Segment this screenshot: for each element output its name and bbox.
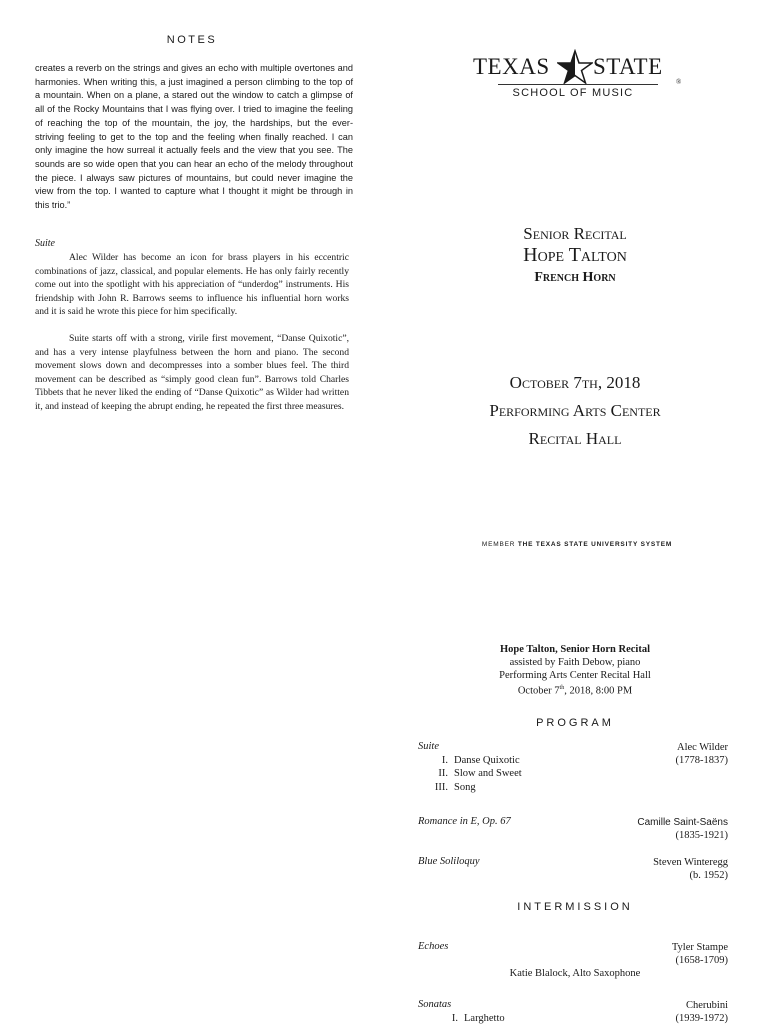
program-info-title: Hope Talton, Senior Horn Recital	[499, 644, 651, 655]
movement-name: Danse Quixotic	[454, 755, 520, 766]
movement-number: I.	[451, 1013, 458, 1024]
suite-paragraph-1: Alec Wilder has become an icon for brass players in his eccentric combinations of jazz, classical, and popular elements. He has only fairly recently come out into the spotlight with his appreciation of “underdog” instruments. His friendship with John R. Barrows seems to influence his influential horn works and it is said he wrote this piece for him specifically.	[35, 252, 349, 317]
logo-state: STATE	[593, 54, 663, 79]
movement	[430, 781, 476, 794]
work-composer	[672, 941, 728, 967]
movement	[430, 754, 520, 767]
work-composer	[653, 856, 728, 882]
composer-name: Cherubini	[686, 1000, 728, 1011]
suite-paragraph-2: Suite starts off with a strong, virile first movement, “Danse Quixotic”, and has a very intense playfulness between the horn and piano. The second movement slows down and decompresses into a somber blues feel. The third movement can be described as “simply good clean fun”. Barrows told Charles Tibbets that he never liked the ending of “Danse Quixotic” as Wilder had written it, and instead of keeping the abrupt ending, he repeated the first three measures.	[35, 333, 349, 412]
performer-name: Hope Talton	[523, 244, 627, 266]
composer-name: Tyler Stampe	[671, 942, 728, 953]
assisting-performer: Katie Blalock, Alto Saxophone	[509, 968, 641, 979]
work-composer	[676, 741, 729, 767]
intermission-title: INTERMISSION	[517, 901, 633, 913]
recital-hall: Recital Hall	[528, 429, 622, 448]
movement-number: III.	[434, 782, 448, 793]
composer-dates: (1939-1972)	[675, 1013, 728, 1024]
movement	[440, 1012, 505, 1025]
logo-school-of-music: SCHOOL OF MUSIC	[512, 87, 634, 99]
work-title: Echoes	[418, 941, 449, 952]
instrument: French Horn	[534, 270, 616, 285]
program-title: PROGRAM	[536, 717, 614, 729]
recital-type: Senior Recital	[523, 224, 627, 243]
recital-date: October 7th, 2018	[509, 373, 641, 392]
movement-number: I.	[441, 755, 448, 766]
member-line	[470, 541, 684, 548]
logo-texas: TEXAS	[473, 54, 550, 79]
work-composer	[676, 999, 729, 1025]
program-info-venue: Performing Arts Center Recital Hall	[499, 670, 651, 681]
movement	[430, 767, 522, 780]
movement-name: Song	[454, 782, 476, 793]
movement-name: Slow and Sweet	[454, 768, 522, 779]
work-title: Blue Soliloquy	[418, 856, 480, 867]
date-suffix: , 2018, 8:00 PM	[564, 685, 633, 697]
notes-text: creates a reverb on the strings and gives an echo with multiple overtones and harmonies. When writing this, a just imagined a person climbing to the top of a mountain. When on a plane, a stared out the window to catch a glimpse of all of the Rocky Mountains that I was flying over. I tried to imagine the feeling of reaching the top of the mountain, the joy, the hardships, but the ever-striving feeling to get to the top and the feeling when finally reached. I can only imagine the how surreal it actually feels and the view that you see. The sounds are so wide open that you can hear an echo of the melody throughout the piece. I always saw pictures of mountains, but could never imagine the view from the top. I wanted to capture what I thought it might be through in this trio.”	[35, 63, 353, 211]
composer-name: Alec Wilder	[677, 742, 728, 753]
suite-heading: Suite	[35, 238, 55, 249]
member-prefix: MEMBER	[481, 541, 516, 548]
composer-dates: (b. 1952)	[689, 870, 728, 881]
work-title: Suite	[418, 741, 439, 752]
movement-number: II.	[438, 768, 448, 779]
date-sup: th	[559, 685, 565, 691]
composer-dates: (1658-1709)	[675, 955, 728, 966]
member-system: THE TEXAS STATE UNIVERSITY SYSTEM	[517, 541, 673, 548]
composer-name: Steven Winteregg	[653, 857, 728, 868]
work-title: Sonatas	[418, 999, 452, 1010]
logo-divider	[498, 84, 658, 85]
composer-name: Camille Saint-Saëns	[637, 817, 728, 828]
logo-registered-mark: ®	[676, 78, 682, 86]
work-title: Romance in E, Op. 67	[418, 816, 511, 827]
date-prefix: October 7	[517, 685, 560, 697]
program-info-assisted: assisted by Faith Debow, piano	[509, 657, 641, 668]
composer-dates: (1835-1921)	[675, 830, 728, 841]
program-info-date	[400, 682, 750, 698]
work-composer	[637, 816, 728, 842]
movement-name: Larghetto	[464, 1013, 505, 1024]
notes-title: NOTES	[166, 34, 218, 46]
recital-venue: Performing Arts Center	[489, 401, 661, 420]
composer-dates: (1778-1837)	[675, 755, 728, 766]
